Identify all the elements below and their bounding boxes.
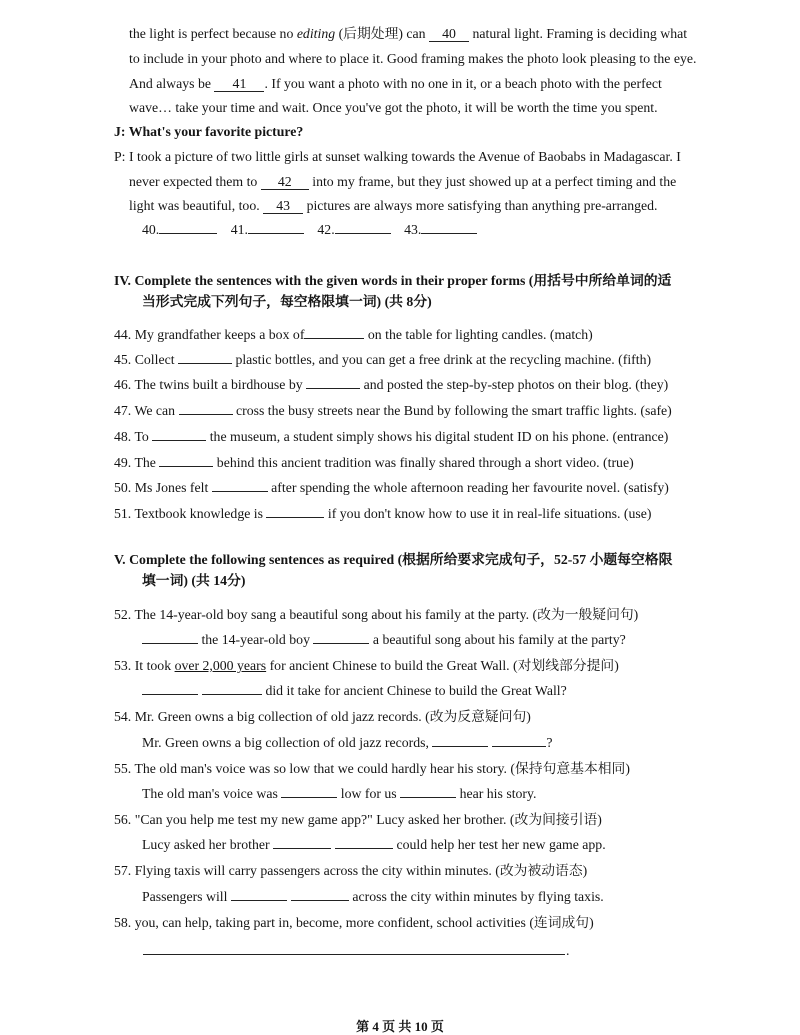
- answer-field-52b[interactable]: [313, 643, 369, 644]
- section-4-heading: IV. Complete the sentences with the given words in their proper forms (用括号中所给单词的适: [114, 273, 672, 288]
- question-56-answer: Lucy asked her brother could help her test her new game app.: [142, 837, 606, 852]
- answer-field-48[interactable]: [152, 440, 206, 441]
- answer-field-49[interactable]: [159, 466, 213, 467]
- question-57-answer: Passengers will across the city within minutes by flying taxis.: [142, 889, 604, 904]
- answer-row: 40. 41. 42. 43.: [142, 221, 477, 239]
- answer-field-56b[interactable]: [335, 848, 393, 849]
- question-52-answer: the 14-year-old boy a beautiful song about his family at the party?: [142, 631, 626, 649]
- answer-field-55a[interactable]: [281, 797, 337, 798]
- question-51: 51. Textbook knowledge is if you don't know how to use it in real-life situations. (use): [114, 506, 652, 521]
- answer-field-40[interactable]: [159, 233, 217, 234]
- question-54: 54. Mr. Green owns a big collection of old jazz records. (改为反意疑问句): [114, 709, 531, 724]
- question-44: 44. My grandfather keeps a box of on the table for lighting candles. (match): [114, 327, 593, 342]
- passage-line-4: wave… take your time and wait. Once you've got the photo, it will be worth the time you spent.: [129, 100, 658, 115]
- answer-blank-40[interactable]: 40: [429, 27, 469, 42]
- answer-field-44[interactable]: [304, 338, 364, 339]
- answer-field-47[interactable]: [179, 414, 233, 415]
- answer-field-45[interactable]: [178, 363, 232, 364]
- question-56: 56. "Can you help me test my new game app?" Lucy asked her brother. (改为间接引语): [114, 812, 602, 827]
- section-5-heading: V. Complete the following sentences as required (根据所给要求完成句子，52-57 小题每空格限: [114, 552, 673, 567]
- answer-field-57b[interactable]: [291, 900, 349, 901]
- passage-line-3: And always be 41 . If you want a photo with no one in it, or a beach photo with the perfect: [129, 76, 662, 91]
- answer-field-53b[interactable]: [202, 694, 262, 695]
- question-58: 58. you, can help, taking part in, become, more confident, school activities (连词成句): [114, 915, 594, 930]
- answer-blank-42[interactable]: 42: [261, 175, 309, 190]
- underlined-phrase: over 2,000 years: [174, 658, 267, 673]
- passage-line-6: never expected them to 42 into my frame, but they just showed up at a perfect timing and the: [129, 174, 677, 189]
- answer-field-52a[interactable]: [142, 643, 198, 644]
- answer-field-43[interactable]: [421, 233, 477, 234]
- question-54-answer: Mr. Green owns a big collection of old jazz records, ?: [142, 735, 553, 750]
- question-48: 48. To the museum, a student simply shows his digital student ID on his phone. (entrance): [114, 429, 669, 444]
- answer-field-41[interactable]: [248, 233, 304, 234]
- question-53: 53. It took over 2,000 years for ancient Chinese to build the Great Wall. (对划线部分提问): [114, 658, 619, 673]
- question-47: 47. We can cross the busy streets near the Bund by following the smart traffic lights. (safe): [114, 403, 672, 418]
- answer-field-57a[interactable]: [231, 900, 287, 901]
- answer-field-50[interactable]: [212, 491, 268, 492]
- answer-blank-41[interactable]: 41: [214, 77, 264, 92]
- interview-question: J: What's your favorite picture?: [114, 124, 304, 139]
- section-4-heading-cont: 当形式完成下列句子，每空格限填一词) (共 8分): [142, 294, 432, 309]
- question-49: 49. The behind this ancient tradition was finally shared through a short video. (true): [114, 455, 634, 470]
- section-5-heading-cont: 填一词) (共 14分): [142, 573, 246, 588]
- passage-line-7: light was beautiful, too. 43 pictures are always more satisfying than anything pre-arranged.: [129, 198, 658, 213]
- answer-blank-43[interactable]: 43: [263, 199, 303, 214]
- answer-field-51[interactable]: [266, 517, 324, 518]
- page-number: 第 4 页 共 10 页: [356, 1019, 444, 1034]
- answer-field-54a[interactable]: [432, 746, 488, 747]
- answer-field-53a[interactable]: [142, 694, 198, 695]
- question-50: 50. Ms Jones felt after spending the whole afternoon reading her favourite novel. (satisfy): [114, 480, 669, 495]
- answer-field-42[interactable]: [335, 233, 391, 234]
- question-53-answer: did it take for ancient Chinese to build the Great Wall?: [142, 682, 567, 700]
- answer-field-54b[interactable]: [492, 746, 546, 747]
- answer-line-58-end: .: [566, 943, 570, 958]
- question-55: 55. The old man's voice was so low that we could hardly hear his story. (保持句意基本相同): [114, 761, 630, 776]
- passage-line-2: to include in your photo and where to place it. Good framing makes the photo look pleasing to the eye.: [129, 51, 697, 66]
- question-57: 57. Flying taxis will carry passengers across the city within minutes. (改为被动语态): [114, 863, 588, 878]
- answer-field-46[interactable]: [306, 388, 360, 389]
- question-46: 46. The twins built a birdhouse by and posted the step-by-step photos on their blog. (they): [114, 377, 669, 392]
- question-45: 45. Collect plastic bottles, and you can get a free drink at the recycling machine. (fifth): [114, 352, 652, 367]
- answer-field-56a[interactable]: [273, 848, 331, 849]
- question-55-answer: The old man's voice was low for us hear his story.: [142, 786, 537, 801]
- passage-line-1: the light is perfect because no editing (后期处理) can 40 natural light. Framing is deciding what: [129, 26, 688, 41]
- passage-line-5: P: I took a picture of two little girls at sunset walking towards the Avenue of Baobabs in Madagascar. I: [114, 149, 681, 164]
- answer-field-55b[interactable]: [400, 797, 456, 798]
- question-52: 52. The 14-year-old boy sang a beautiful song about his family at the party. (改为一般疑问句): [114, 607, 639, 622]
- answer-line-58[interactable]: [143, 954, 565, 955]
